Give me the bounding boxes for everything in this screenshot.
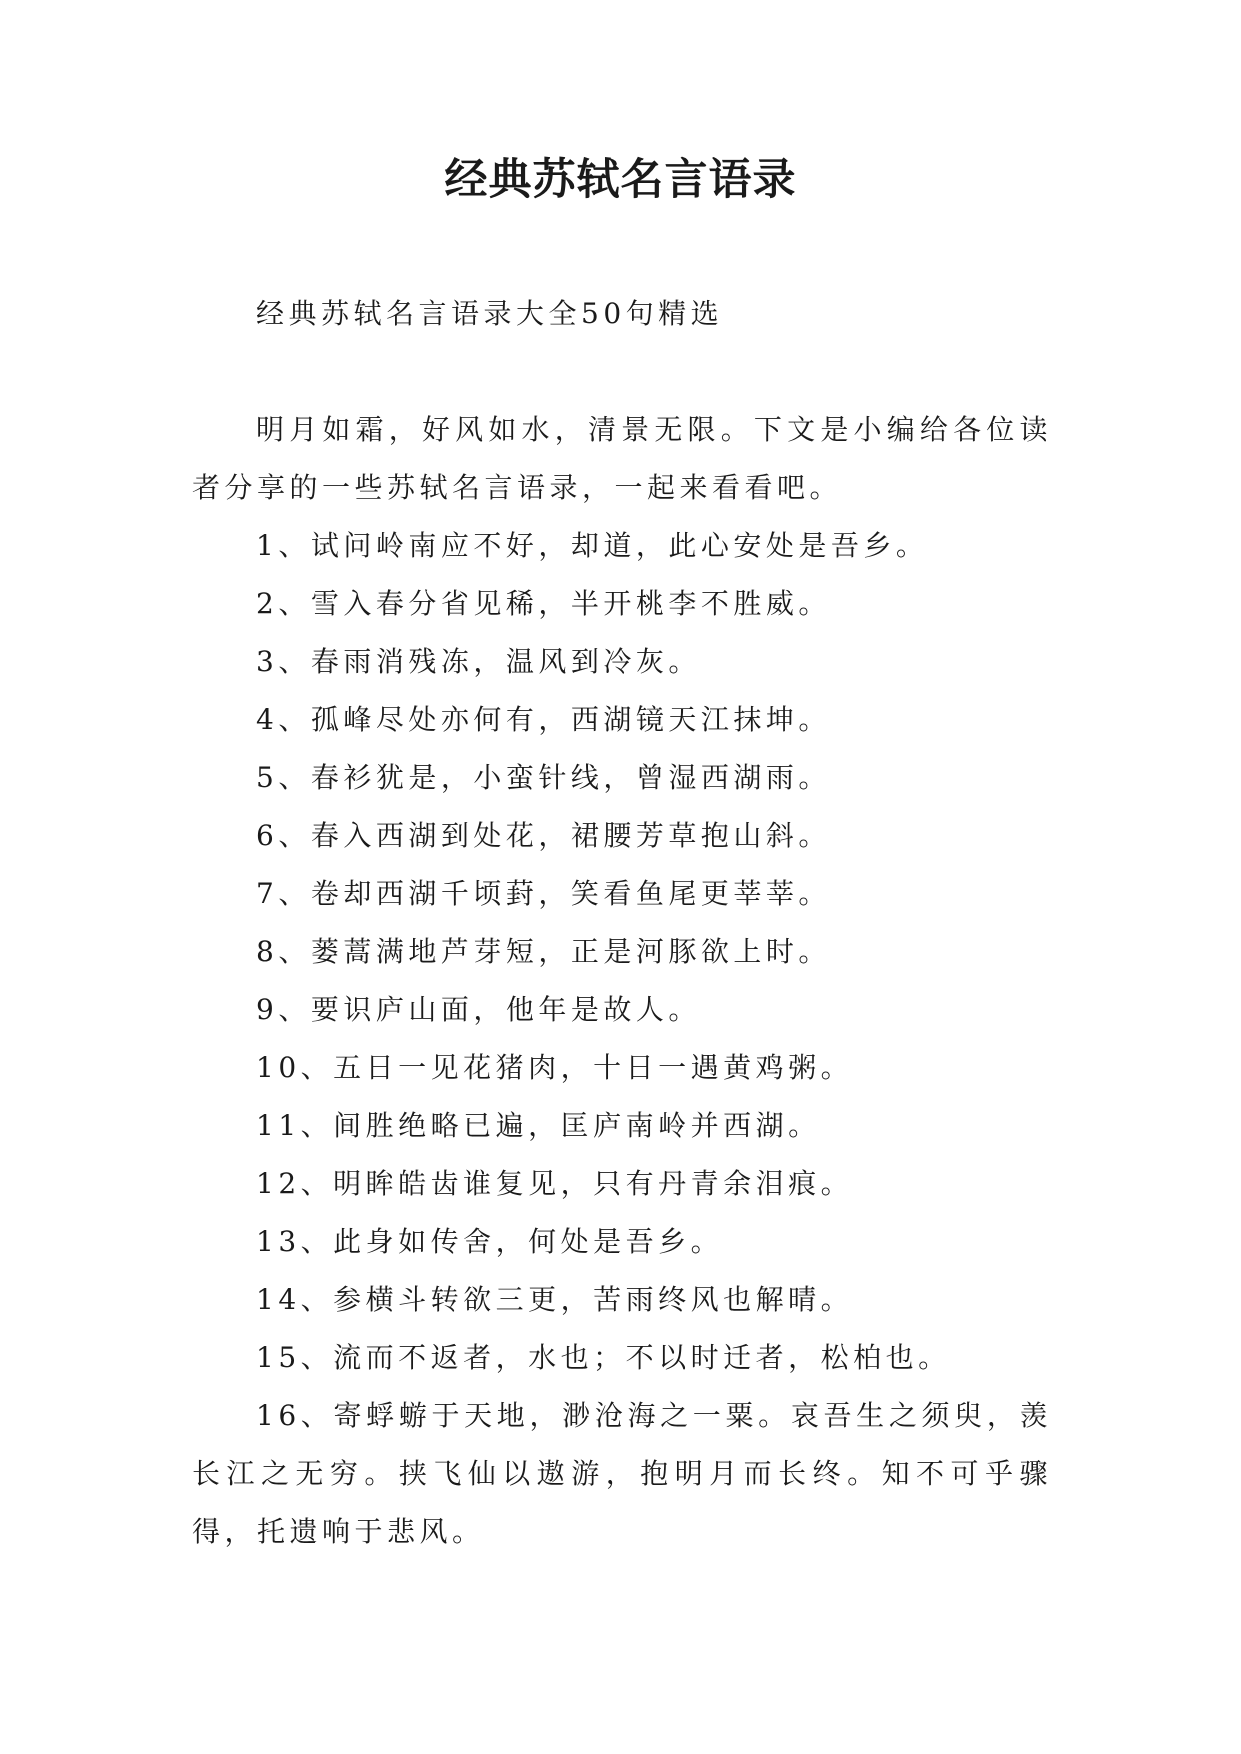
quote-6: 6、春入西湖到处花，裙腰芳草抱山斜。 bbox=[256, 819, 831, 852]
quote-16: 16、寄蜉蝣于天地，渺沧海之一粟。哀吾生之须臾，羡长江之无穷。挟飞仙以遨游，抱明月而长终。知不可乎骤得，托遗响于悲风。 bbox=[192, 1399, 1052, 1548]
quote-1: 1、试问岭南应不好，却道，此心安处是吾乡。 bbox=[256, 529, 929, 562]
document-title: 经典苏轼名言语录 bbox=[444, 155, 797, 205]
quote-2: 2、雪入春分省见稀，半开桃李不胜威。 bbox=[256, 587, 831, 620]
intro-paragraph: 明月如霜，好风如水，清景无限。下文是小编给各位读者分享的一些苏轼名言语录，一起来看看吧。 bbox=[192, 413, 1052, 504]
quote-10: 10、五日一见花猪肉，十日一遇黄鸡粥。 bbox=[256, 1051, 854, 1084]
quote-13: 13、此身如传舍，何处是吾乡。 bbox=[256, 1225, 724, 1258]
quote-11: 11、间胜绝略已遍，匡庐南岭并西湖。 bbox=[256, 1109, 821, 1142]
quote-12: 12、明眸皓齿谁复见，只有丹青余泪痕。 bbox=[256, 1167, 854, 1200]
quote-5: 5、春衫犹是，小蛮针线，曾湿西湖雨。 bbox=[256, 761, 831, 794]
quote-9: 9、要识庐山面，他年是故人。 bbox=[256, 993, 701, 1026]
quote-3: 3、春雨消残冻，温风到冷灰。 bbox=[256, 645, 701, 678]
quote-8: 8、蒌蒿满地芦芽短，正是河豚欲上时。 bbox=[256, 935, 831, 968]
quote-15: 15、流而不返者，水也；不以时迁者，松柏也。 bbox=[256, 1341, 951, 1374]
quote-14: 14、参横斗转欲三更，苦雨终风也解晴。 bbox=[256, 1283, 854, 1316]
quote-7: 7、卷却西湖千顷葑，笑看鱼尾更莘莘。 bbox=[256, 877, 831, 910]
quote-4: 4、孤峰尽处亦何有，西湖镜天江抹坤。 bbox=[256, 703, 831, 736]
document-subtitle: 经典苏轼名言语录大全50句精选 bbox=[256, 297, 724, 330]
document-body bbox=[192, 285, 1052, 1561]
